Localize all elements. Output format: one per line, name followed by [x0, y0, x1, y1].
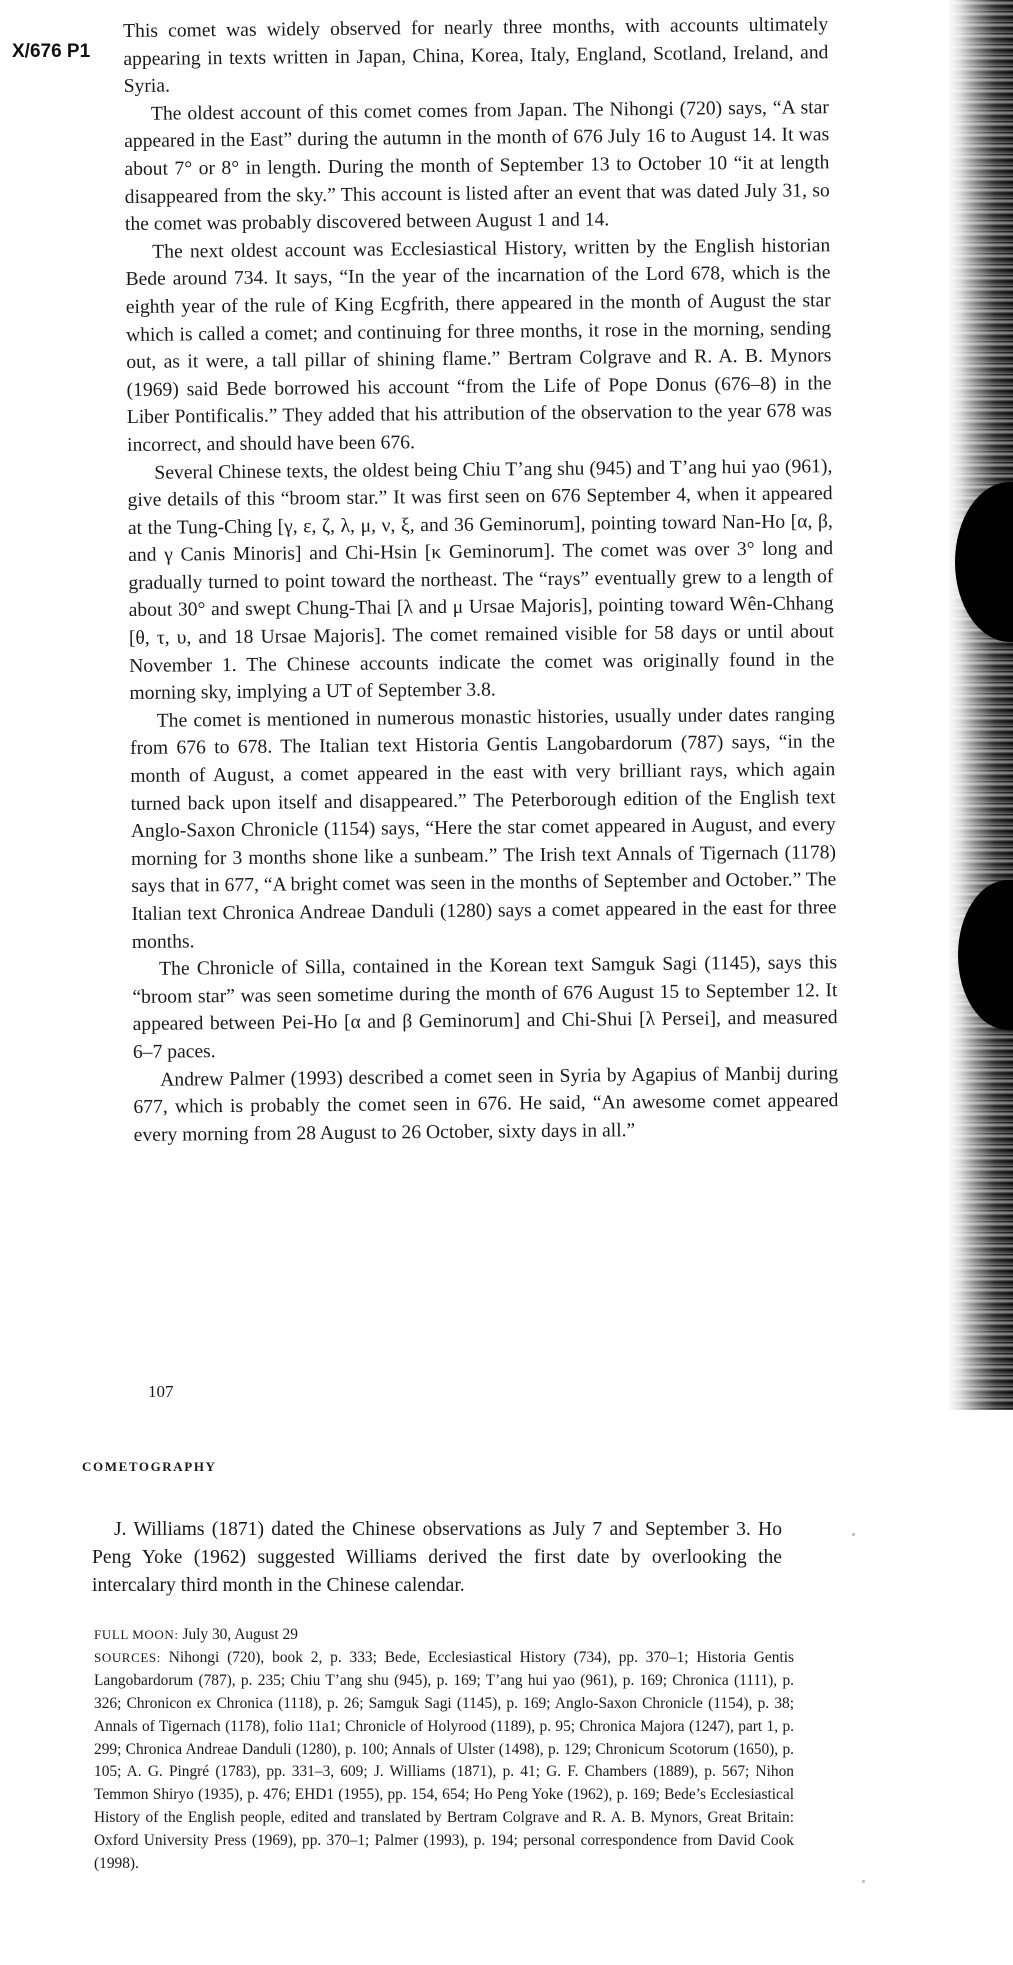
sources-line — [94, 1647, 794, 1876]
comet-entry-id: X/676 P1 — [12, 41, 91, 62]
full-moon-label: FULL MOON: — [94, 1627, 179, 1642]
running-head: COMETOGRAPHY — [82, 1459, 217, 1474]
body-paragraph: The oldest account of this comet comes from Japan. The Nihongi (720) says, “A star appeared in the East” during the autumn in the month of 676 July 16 to August 14. It was about 7° or 8° in length. During the month of September 13 to October 10 “it at length disappeared from the sky.” This account is listed after an event that was dated July 31, so the comet was probably discovered between August 1 and 14. — [124, 97, 830, 236]
body-paragraph: The comet is mentioned in numerous monastic histories, usually under dates ranging from 676 to 678. The Italian text Historia Gentis Langobardorum (787) says, “in the month of August, a comet appeared in the east with very brilliant rays, which again turned back upon itself and disappeared.” The Peterborough edition of the English text Anglo-Saxon Chronicle (1154) says, “Here the star comet appeared in August, and every morning for 3 months shone like a sunbeam.” The Irish text Annals of Tigernach (1178) says that in 677, “A bright comet was seen in the months of September and October.” The Italian text Chronica Andreae Danduli (1280) says a comet appeared in the east for three months. — [129, 704, 837, 953]
full-moon-value: July 30, August 29 — [182, 1626, 298, 1643]
scan-speck — [862, 1880, 865, 1883]
binding-streaks — [952, 0, 1013, 1410]
body-paragraph: The Chronicle of Silla, contained in the Korean text Samguk Sagi (1145), says this “broom star” was seen sometime during the month of 676 August 15 to September 12. It appeared between Pei-Ho [α and β Geminorum] and Chi-Shui [λ Persei], and measured 6–7 paces. — [132, 952, 838, 1063]
entry-body — [123, 11, 839, 1149]
full-moon-line — [94, 1624, 794, 1647]
body-paragraph: Several Chinese texts, the oldest being Chiu T’ang shu (945) and T’ang hui yao (961), give details of this “broom star.” It was first seen on 676 September 4, when it appeared at the Tung-Ching [γ, ε, ζ, λ, μ, ν, ξ, and 36 Geminorum], pointing toward Nan-Ho [α, β, and γ Canis Minoris] and Chi-Hsin [κ Geminorum]. The comet was over 3° long and gradually turned to point toward the northeast. The “rays” eventually grew to a length of about 30° and swept Chung-Thai [λ and μ Ursae Majoris], pointing toward Wên-Chhang [θ, τ, υ, and 18 Ursae Majoris]. The comet remained visible for 58 days or until about November 1. The Chinese accounts indicate the comet was originally found in the morning sky, implying a UT of September 3.8. — [127, 455, 835, 705]
continuation-text — [92, 1516, 782, 1600]
continuation-paragraph: J. Williams (1871) dated the Chinese observations as July 7 and September 3. Ho Peng Yoke (1962) suggested Williams derived the first date by overlooking the intercalary third month in the Chinese calendar. — [92, 1519, 782, 1596]
body-paragraph: Andrew Palmer (1993) described a comet seen in Syria by Agapius of Manbij during 677, which is probably the comet seen in 676. He said, “An awesome comet appeared every morning from 28 August to 26 October, sixty days in all.” — [133, 1062, 839, 1146]
body-paragraph: This comet was widely observed for nearly three months, with accounts ultimately appearing in texts written in Japan, China, Korea, Italy, England, Scotland, Ireland, and Syria. — [123, 14, 829, 98]
page-number: 107 — [148, 1382, 174, 1401]
sources-label: SOURCES: — [94, 1649, 161, 1665]
sources-value: Nihongi (720), book 2, p. 333; Bede, Ecclesiastical History (734), pp. 370–1; Historia Gentis Langobardorum (787), p. 235; Chiu T’ang shu (945), p. 169; T’ang hui yao (961), p. 169; Chronica (1111), p. 326; Chronicon ex Chronica (1118), p. 26; Samguk Sagi (1145), p. 169; Anglo-Saxon Chronicle (1154), p. 38; Annals of Tigernach (1178), folio 11a1; Chronicle of Holyrood (1189), p. 95; Chronica Majora (1247), part 1, p. 299; Chronica Andreae Danduli (1280), p. 100; Annals of Ulster (1498), p. 129; Chronicum Scotorum (1650), p. 105; A. G. Pingré (1783), pp. 331–3, 609; J. Williams (1871), p. 41; G. F. Chambers (1889), p. 567; Nihon Temmon Shiryo (1935), p. 476; EHD1 (1955), pp. 154, 654; Ho Peng Yoke (1962), p. 169; Bede’s Ecclesiastical History of the English people, edited and translated by Bertram Colgrave and R. A. B. Mynors, Great Britain: Oxford University Press (1969), pp. 370–1; Palmer (1993), p. 194; personal correspondence from David Cook (1998). — [94, 1648, 794, 1873]
scan-speck — [852, 1533, 855, 1536]
body-paragraph: The next oldest account was Ecclesiastical History, written by the English historian Bede around 734. It says, “In the year of the incarnation of the Lord 678, which is the eighth year of the rule of King Ecgfrith, there appeared in the month of August the star which is called a comet; and continuing for three months, it rose in the morning, sending out, as it were, a tall pillar of shining flame.” Bertram Colgrave and R. A. B. Mynors (1969) said Bede borrowed his account “from the Life of Pope Donus (676–8) in the Liber Pontificalis.” They added that his attribution of the observation to the year 678 was incorrect, and should have been 676. — [125, 234, 832, 456]
notes-block — [94, 1624, 794, 1876]
